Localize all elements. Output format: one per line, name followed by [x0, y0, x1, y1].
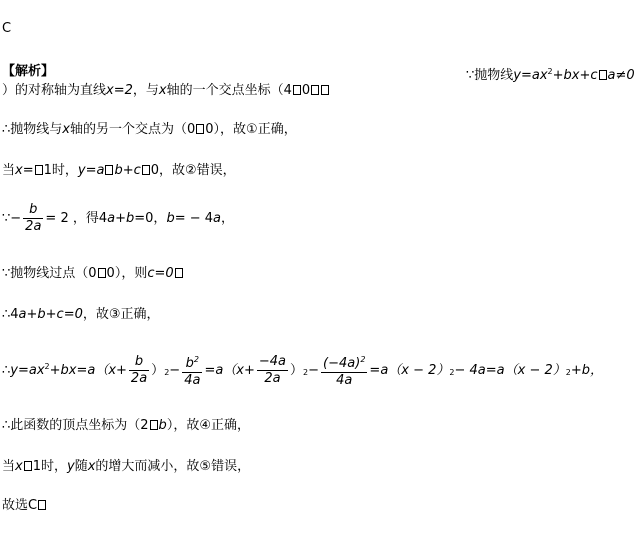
- text: 故选C: [2, 498, 38, 513]
- text: ∵抛物线: [466, 68, 514, 83]
- line-5: [2, 203, 234, 234]
- paren: ）: [290, 363, 304, 378]
- eq: − 4a=a（x − 2）: [454, 363, 566, 378]
- text: 0），故①正确，: [205, 122, 297, 137]
- text: =0，: [134, 211, 167, 226]
- numerator: −4a: [258, 354, 287, 369]
- line-8: [2, 347, 603, 393]
- line-11: [2, 498, 47, 514]
- missing-glyph-box: [150, 420, 158, 430]
- line-2: [2, 83, 330, 99]
- op: −: [308, 363, 320, 378]
- denominator: 2a: [130, 371, 148, 386]
- var-x: x: [62, 122, 70, 137]
- text: ∴4: [2, 307, 19, 322]
- answer-label: C: [2, 21, 12, 36]
- eq: =a（x − 2）: [369, 363, 450, 378]
- text: ∵−: [2, 211, 22, 226]
- text: 轴的一个交点坐标（4: [166, 83, 292, 98]
- var-x: x: [87, 459, 96, 474]
- numerator: b: [129, 355, 149, 371]
- y-eq: y=a: [77, 163, 105, 178]
- missing-glyph-box: [321, 85, 329, 95]
- text: ，故③正确，: [82, 307, 160, 322]
- var-x: x: [158, 83, 167, 98]
- var-b: b: [158, 418, 167, 433]
- var-y: y: [513, 68, 521, 83]
- exponent: 2: [164, 368, 170, 377]
- denominator: 2a: [25, 219, 42, 234]
- eq-rest: +bx+c: [552, 68, 598, 83]
- analysis-header: 【解析】: [2, 64, 55, 79]
- sup: 2: [193, 355, 199, 364]
- text: = − 4: [174, 211, 214, 226]
- numerator: b: [185, 356, 194, 371]
- missing-glyph-box: [24, 461, 32, 471]
- condition: a≠0: [607, 68, 635, 83]
- fraction: [23, 203, 43, 234]
- missing-glyph-box: [35, 165, 43, 175]
- text: 当: [2, 459, 16, 474]
- text: ∴抛物线与: [2, 122, 63, 137]
- var-b: b: [166, 211, 175, 226]
- y-eq: y=ax: [10, 363, 45, 378]
- x-eq: x=2: [106, 83, 133, 98]
- eq-rest: b+c: [114, 163, 141, 178]
- line-4: [2, 163, 236, 179]
- fraction: [257, 355, 288, 386]
- text: ∵抛物线过点（0: [2, 266, 97, 281]
- sup: 2: [360, 355, 366, 364]
- paren: （x+: [223, 363, 255, 378]
- missing-glyph-box: [142, 165, 150, 175]
- var-x: x: [15, 459, 23, 474]
- denominator: 4a: [184, 373, 201, 388]
- paren: ）: [151, 363, 165, 378]
- line-6: [2, 266, 184, 282]
- exponent: 2: [449, 368, 455, 377]
- text: 0: [301, 83, 311, 98]
- eq: =a: [204, 363, 224, 378]
- text: ，与: [132, 83, 159, 98]
- text: ∴此函数的顶点坐标为（2: [2, 418, 149, 433]
- eq: =ax: [520, 68, 548, 83]
- fraction: [321, 353, 367, 388]
- line-7: [2, 307, 160, 323]
- equation: a+b+c=0: [18, 307, 83, 322]
- missing-glyph-box: [175, 268, 183, 278]
- denominator: 2a: [264, 371, 281, 386]
- denominator: 4a: [336, 373, 353, 388]
- numerator: b: [23, 203, 43, 219]
- line-10: [2, 459, 250, 475]
- missing-glyph-box: [105, 165, 113, 175]
- text: 1时，: [43, 163, 78, 178]
- fraction: [129, 355, 149, 386]
- exponent: 2: [303, 368, 309, 377]
- text: 当: [2, 163, 16, 178]
- var-b: b: [126, 211, 135, 226]
- line-1: [466, 64, 635, 84]
- eq: +b，: [570, 363, 603, 378]
- missing-glyph-box: [196, 124, 204, 134]
- exponent: 2: [565, 368, 571, 377]
- text: ∴: [2, 363, 11, 378]
- text: 0），则: [106, 266, 148, 281]
- eq: +bx=a: [49, 363, 96, 378]
- numerator: (−4a): [323, 356, 361, 371]
- text: +: [115, 211, 126, 226]
- text: 轴的另一个交点为（0: [69, 122, 196, 137]
- sup: 2: [44, 362, 50, 371]
- text: ，: [221, 211, 235, 226]
- line-3: [2, 122, 297, 138]
- var-a: a: [107, 211, 116, 226]
- c-eq: c=0: [147, 266, 174, 281]
- var-y: y: [67, 459, 75, 474]
- missing-glyph-box: [311, 85, 319, 95]
- text: 随: [74, 459, 88, 474]
- text: = 2 ，得4: [45, 211, 108, 226]
- sup: 2: [547, 67, 553, 76]
- missing-glyph-box: [98, 268, 106, 278]
- var-a: a: [213, 211, 221, 226]
- fraction: [182, 353, 202, 388]
- x-eq: x=: [15, 163, 34, 178]
- missing-glyph-box: [599, 70, 607, 80]
- line-9: [2, 418, 250, 434]
- text: 1时，: [32, 459, 67, 474]
- text: 0，故②错误，: [150, 163, 236, 178]
- text: ）的对称轴为直线: [2, 83, 107, 98]
- missing-glyph-box: [293, 85, 301, 95]
- paren: （x+: [95, 363, 127, 378]
- text: 的增大而减小，故⑤错误，: [95, 459, 251, 474]
- missing-glyph-box: [38, 500, 46, 510]
- text: ），故④正确，: [166, 418, 250, 433]
- op: −: [169, 363, 181, 378]
